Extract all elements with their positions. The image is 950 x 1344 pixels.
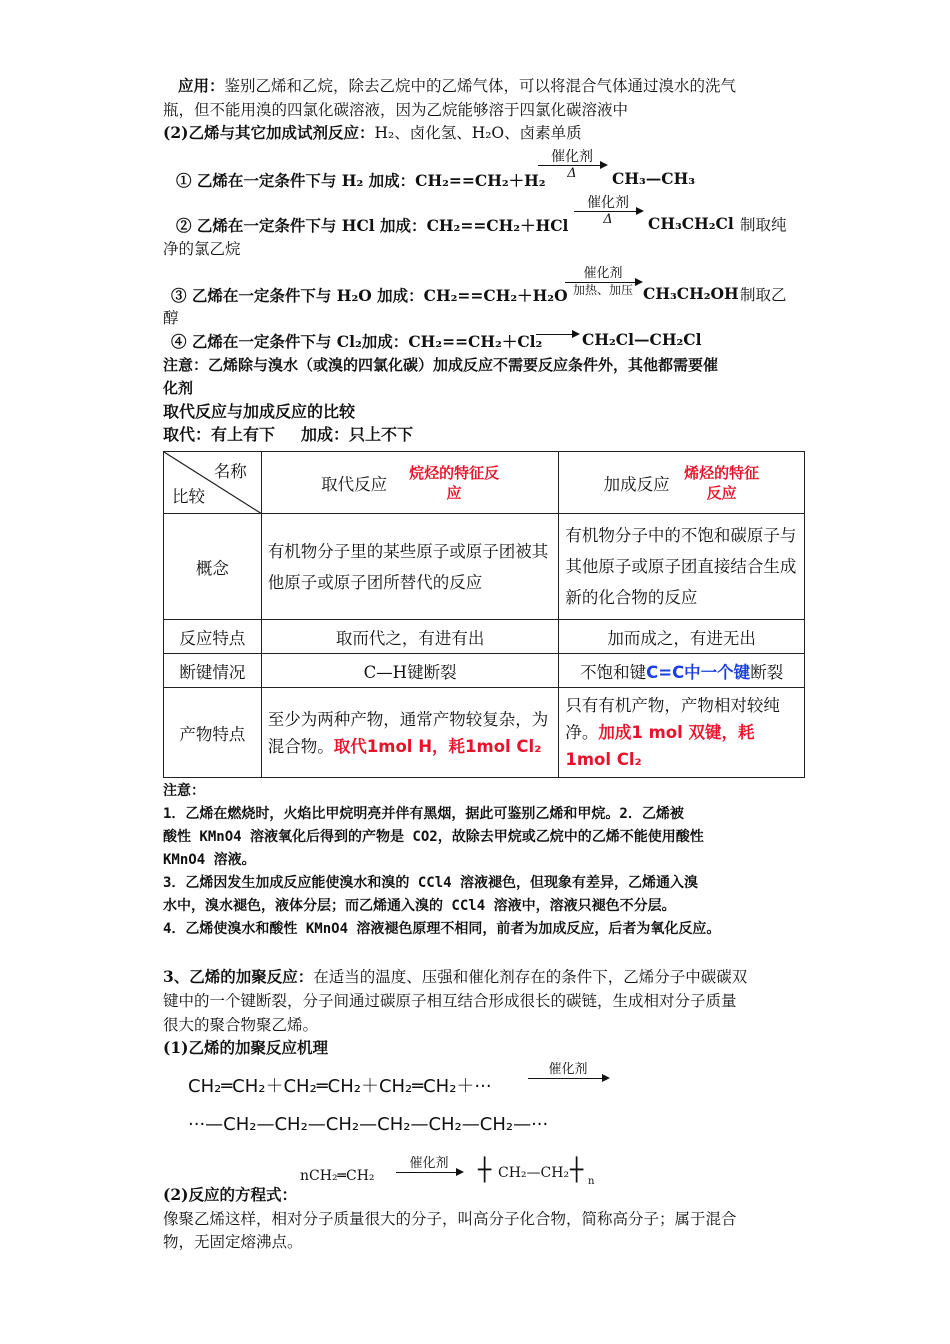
reaction-2-condition: Δ (603, 212, 613, 227)
row-label-product: 产物特点 (164, 688, 262, 778)
table-row (164, 620, 805, 654)
table-header-row (164, 452, 805, 514)
reaction-3-tail: 制取乙 (740, 286, 787, 304)
polymer-n: n (588, 1176, 595, 1187)
arrow-line (565, 282, 641, 283)
notes-list (163, 803, 720, 941)
table-row (164, 514, 805, 620)
feature-substitution: 取而代之，有进有出 (261, 620, 559, 654)
reaction-2-prefix: ② 乙烯在一定条件下与 HCl 加成： (176, 216, 427, 235)
reaction-1-lhs: CH₂==CH₂＋H₂ (415, 171, 546, 190)
table-row (164, 688, 805, 778)
feature-addition: 加而成之，有进无出 (559, 620, 805, 654)
bond-addition-emphasis: C=C中一个键 (646, 662, 751, 682)
ending-line-2: 物，无固定熔沸点。 (163, 1233, 303, 1251)
mnemonic-substitution: 取代：有上有下 (163, 425, 276, 444)
reaction-1-rhs: CH₃—CH₃ (612, 169, 696, 188)
reaction-1-arrow (538, 149, 606, 181)
reaction-1-prefix: ① 乙烯在一定条件下与 H₂ 加成： (176, 171, 416, 190)
comparison-table (163, 451, 805, 778)
mechanism-title: (1)乙烯的加聚反应机理 (163, 1038, 328, 1057)
table-row (164, 654, 805, 688)
reaction-1-condition: Δ (567, 166, 577, 181)
reaction-2 (176, 214, 568, 236)
equation-arrow (396, 1156, 462, 1173)
application-line-2: 瓶，但不能用溴的四氯化碳溶液，因为乙烷能够溶于四氯化碳溶液中 (163, 101, 629, 119)
arrow-line (396, 1172, 462, 1173)
reaction-3-catalyst: 催化剂 (583, 266, 623, 281)
notice-line-1: 注意：乙烯除与溴水（或溴的四氯化碳）加成反应不需要反应条件外，其他都需要催 (163, 356, 719, 374)
mnemonic-addition: 加成：只上不下 (301, 425, 414, 444)
header-addition (559, 452, 805, 514)
note-line: KMnO4 溶液。 (163, 852, 256, 868)
notice-line-2: 化剂 (163, 379, 194, 397)
product-addition-text: 只有有机产物，产物相对较纯净。 (565, 696, 780, 742)
reaction-2-arrow (574, 195, 642, 227)
reaction-2-tail-2: 净的氯乙烷 (163, 240, 241, 258)
reaction-3-condition: 加热、加压 (572, 283, 633, 297)
mechanism-row-1: CH₂═CH₂＋CH₂═CH₂＋CH₂═CH₂＋··· (188, 1076, 492, 1097)
application-label: 应用： (178, 76, 225, 95)
product-addition (559, 688, 805, 778)
note-line: 3．乙烯因发生加成反应能使溴水和溴的 CCl4 溶液褪色，但现象有差异，乙烯通入溴 (163, 875, 698, 891)
mechanism-catalyst: 催化剂 (548, 1062, 588, 1077)
arrow-line (536, 334, 578, 335)
reaction-3-rhs: CH₃CH₂OH (643, 284, 739, 303)
product-substitution-text: 至少为两种产物，通常产物较复杂，为混合物。 (267, 709, 549, 756)
equation-title: (2)反应的方程式： (163, 1185, 297, 1204)
bond-addition-post: 断裂 (750, 662, 784, 682)
section-2-reagents: H₂、卤化氢、H₂O、卤素单质 (374, 124, 582, 142)
bond-addition-pre: 不饱和键 (580, 662, 647, 682)
compare-heading: 取代反应与加成反应的比较 (163, 402, 356, 421)
polymer-repeat-unit: CH₂—CH₂ (498, 1165, 570, 1181)
arrow-line (574, 211, 642, 212)
concept-substitution: 有机物分子里的某些原子或原子团被其他原子或原子团所替代的反应 (261, 514, 559, 620)
reaction-4-prefix: ④ 乙烯在一定条件下与 Cl₂加成： (171, 332, 409, 351)
reaction-3-prefix: ③ 乙烯在一定条件下与 H₂O 加成： (171, 286, 424, 305)
reaction-1-catalyst: 催化剂 (551, 149, 593, 165)
corner-bottom-label: 比较 (172, 487, 205, 506)
bond-substitution: C—H键断裂 (261, 654, 559, 688)
header-addition-note: 烯烃的特征反应 (684, 463, 760, 502)
header-substitution-note: 烷烃的特征反应 (409, 463, 500, 502)
polymer-formula (478, 1158, 598, 1188)
section-3-title: 3、乙烯的加聚反应： (163, 967, 314, 986)
section-3-line-1 (163, 965, 747, 989)
section-2-heading (163, 121, 582, 145)
reaction-3-tail-2: 醇 (163, 309, 179, 327)
section-3-text-1: 在适当的温度、压强和催化剂存在的条件下，乙烯分子中碳碳双 (313, 968, 748, 986)
product-substitution-emphasis: 取代1mol H，耗1mol Cl₂ (333, 736, 542, 756)
header-substitution (261, 452, 559, 514)
product-addition-emphasis: 加成1 mol 双键，耗1mol Cl₂ (565, 723, 755, 769)
reaction-2-rhs: CH₃CH₂Cl (648, 214, 734, 233)
arrow-line (528, 1078, 608, 1079)
arrow-line (538, 165, 606, 166)
mechanism-row-2: ···—CH₂—CH₂—CH₂—CH₂—CH₂—CH₂—··· (188, 1114, 549, 1135)
reaction-4-rhs: CH₂Cl—CH₂Cl (582, 330, 702, 349)
application-text-1: 鉴别乙烯和乙烷，除去乙烷中的乙烯气体，可以将混合气体通过溴水的洗气 (224, 77, 737, 95)
ending-line-1: 像聚乙烯这样，相对分子质量很大的分子，叫高分子化合物，简称高分子；属于混合 (163, 1210, 737, 1228)
corner-top-label: 名称 (213, 462, 247, 481)
reaction-4-lhs: CH₂==CH₂＋Cl₂ (408, 332, 543, 351)
header-addition-label: 加成反应 (603, 474, 670, 494)
notes-title: 注意： (163, 783, 205, 799)
concept-addition: 有机物分子中的不饱和碳原子与其他原子或原子团直接结合生成新的化合物的反应 (559, 514, 805, 620)
section-3-line-2: 键中的一个键断裂，分子间通过碳原子相互结合形成很长的碳链，生成相对分子质量 (163, 992, 737, 1010)
polymer-bracket-left: ┼ (478, 1158, 492, 1183)
section-2-title: (2)乙烯与其它加成试剂反应： (163, 123, 375, 142)
reaction-2-tail: 制取纯 (740, 216, 787, 234)
product-substitution (261, 688, 559, 778)
compare-mnemonic (163, 423, 413, 447)
header-substitution-label: 取代反应 (321, 474, 388, 494)
table-corner-cell (164, 452, 262, 514)
equation-catalyst: 催化剂 (409, 1156, 449, 1171)
note-line: 4．乙烯使溴水和酸性 KMnO4 溶液褪色原理不相同，前者为加成反应，后者为氧化反应。 (163, 921, 721, 937)
bond-addition (559, 654, 805, 688)
section-3-line-3: 很大的聚合物聚乙烯。 (163, 1016, 319, 1034)
reaction-2-catalyst: 催化剂 (587, 195, 629, 211)
row-label-concept: 概念 (164, 514, 262, 620)
polymer-bracket-right: ┼ (570, 1158, 584, 1183)
note-line: 水中，溴水褪色，液体分层；而乙烯通入溴的 CCl4 溶液中，溶液只褪色不分层。 (163, 898, 676, 914)
reaction-4-arrow (536, 334, 578, 335)
note-line: 1．乙烯在燃烧时，火焰比甲烷明亮并伴有黑烟，据此可鉴别乙烯和甲烷。2．乙烯被 (163, 806, 684, 822)
row-label-bond: 断键情况 (164, 654, 262, 688)
reaction-3-lhs: CH₂==CH₂＋H₂O (423, 286, 568, 305)
reaction-2-lhs: CH₂==CH₂＋HCl (426, 216, 569, 235)
reaction-3-arrow (565, 266, 641, 298)
reaction-1 (176, 169, 546, 191)
reaction-3 (171, 284, 568, 306)
equation-lhs: nCH₂═CH₂ (300, 1168, 375, 1184)
note-line: 酸性 KMnO4 溶液氧化后得到的产物是 CO2，故除去甲烷或乙烷中的乙烯不能使用酸性 (163, 829, 704, 845)
reaction-4 (171, 330, 542, 352)
row-label-feature: 反应特点 (164, 620, 262, 654)
mechanism-arrow (528, 1062, 608, 1079)
application-line-1 (178, 74, 736, 98)
